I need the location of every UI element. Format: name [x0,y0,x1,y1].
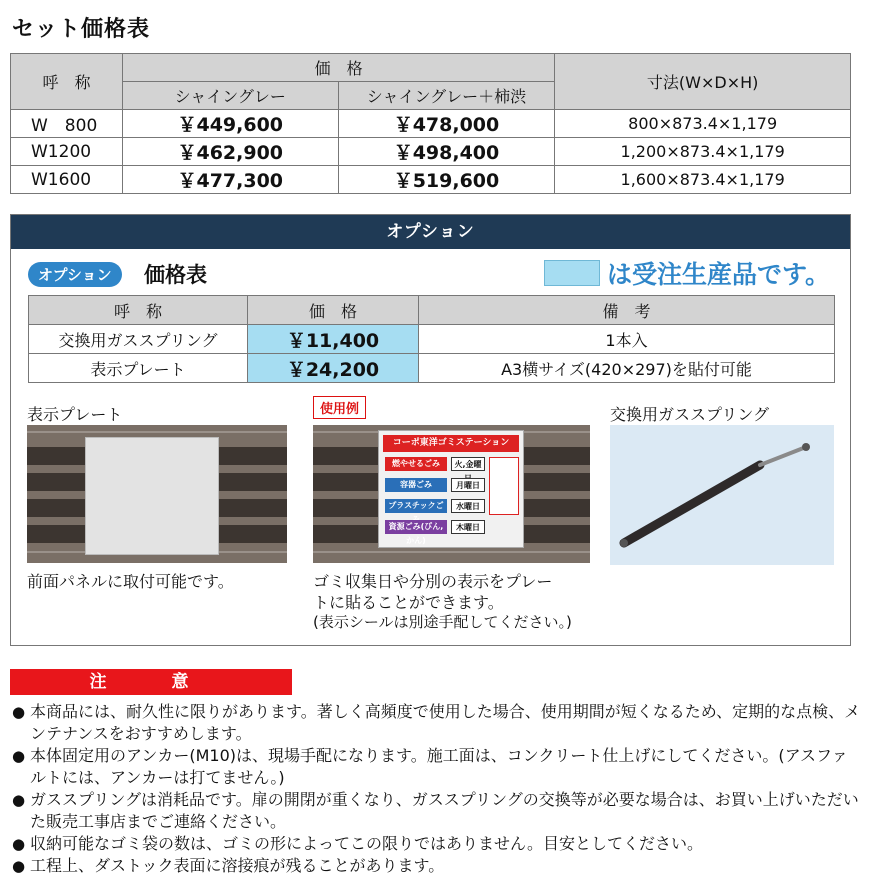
table-row [11,166,851,194]
row-price-a: ￥477,300 [122,166,338,194]
made-to-order-swatch [544,260,600,286]
row-name: 交換用ガススプリング [29,325,248,354]
sign-notice [489,457,519,515]
usage-caption-line1: ゴミ収集日や分別の表示をプレー [313,572,553,591]
header-name: 呼 称 [11,54,123,110]
row-dimensions: 1,600×873.4×1,179 [555,166,851,194]
table-row [29,325,835,354]
row-name: 表示プレート [29,354,248,383]
sign-row-label: 容器ごみ [385,478,447,492]
sign-title: コーポ東洋ゴミステーション [383,435,519,452]
plate-photo [27,425,287,563]
row-price: ￥24,200 [248,354,419,383]
row-price-a: ￥449,600 [122,110,338,138]
option-table-title: 価格表 [144,263,207,287]
row-price: ￥11,400 [248,325,419,354]
header-price-shine-gray: シャイングレー [122,82,338,110]
garbage-station-sign [378,430,524,548]
table-row [11,110,851,138]
header-name: 呼 称 [29,296,248,325]
sign-row-day: 火,金曜 [451,457,485,471]
header-note: 備 考 [419,296,835,325]
option-header: オプション [11,215,850,249]
row-name: W1600 [11,166,123,194]
header-dimensions: 寸法(W×D×H) [555,54,851,110]
row-dimensions: 800×873.4×1,179 [555,110,851,138]
spring-photo-label: 交換用ガススプリング [610,405,770,424]
usage-example-badge: 使用例 [313,396,366,419]
row-price-b: ￥519,600 [338,166,555,194]
usage-caption-line2: トに貼ることができます。 [313,593,504,612]
display-plate [85,437,219,555]
sign-row-label: 資源ごみ(びん,かん) [385,520,447,534]
list-item: ● 本体固定用のアンカー(M10)は、現場手配になります。施工面は、コンクリート仕上げにしてください。(アスファルトには、アンカーは打てません。) [12,745,862,789]
row-note: 1本入 [419,325,835,354]
header-price: 価 格 [248,296,419,325]
table-row [29,354,835,383]
header-price: 価 格 [122,54,554,82]
row-note: A3横サイズ(420×297)を貼付可能 [419,354,835,383]
list-item: ● 収納可能なゴミ袋の数は、ゴミの形によってこの限りではありません。目安としてください。 [12,833,862,855]
list-item: ● ガススプリングは消耗品です。扉の開閉が重くなり、ガススプリングの交換等が必要な場合は、お買い上げいただいた販売工事店までご連絡ください。 [12,789,862,833]
caution-notes [12,701,862,877]
usage-caption-line3: (表示シールは別途手配してください。) [313,613,572,631]
option-price-table [28,295,835,383]
caution-label: 注 意 [10,669,292,695]
row-name: W 800 [11,110,123,138]
plate-photo-caption: 前面パネルに取付可能です。 [27,572,234,591]
row-dimensions: 1,200×873.4×1,179 [555,138,851,166]
set-price-table [10,53,851,194]
gas-spring-icon [610,425,834,565]
page-title: セット価格表 [12,17,151,42]
sign-row-day: 水曜日 [451,499,485,513]
list-item: ● 本商品には、耐久性に限りがあります。著しく高頻度で使用した場合、使用期間が短くなるため、定期的な点検、メンテナンスをおすすめします。 [12,701,862,745]
row-name: W1200 [11,138,123,166]
sign-row-label: 燃やせるごみ [385,457,447,471]
made-to-order-note: は受注生産品です。 [607,260,831,289]
row-price-a: ￥462,900 [122,138,338,166]
option-pill: オプション [28,262,122,287]
table-row [11,138,851,166]
row-price-b: ￥498,400 [338,138,555,166]
sign-row-label: プラスチックご [385,499,447,513]
row-price-b: ￥478,000 [338,110,555,138]
sign-row-day: 月曜日 [451,478,485,492]
gas-spring-photo [610,425,834,565]
sign-row-day: 木曜日 [451,520,485,534]
list-item: ● 工程上、ダストック表面に溶接痕が残ることがあります。 [12,855,862,877]
plate-photo-label: 表示プレート [27,405,123,424]
header-price-shine-gray-kakishibu: シャイングレー＋柿渋 [338,82,555,110]
